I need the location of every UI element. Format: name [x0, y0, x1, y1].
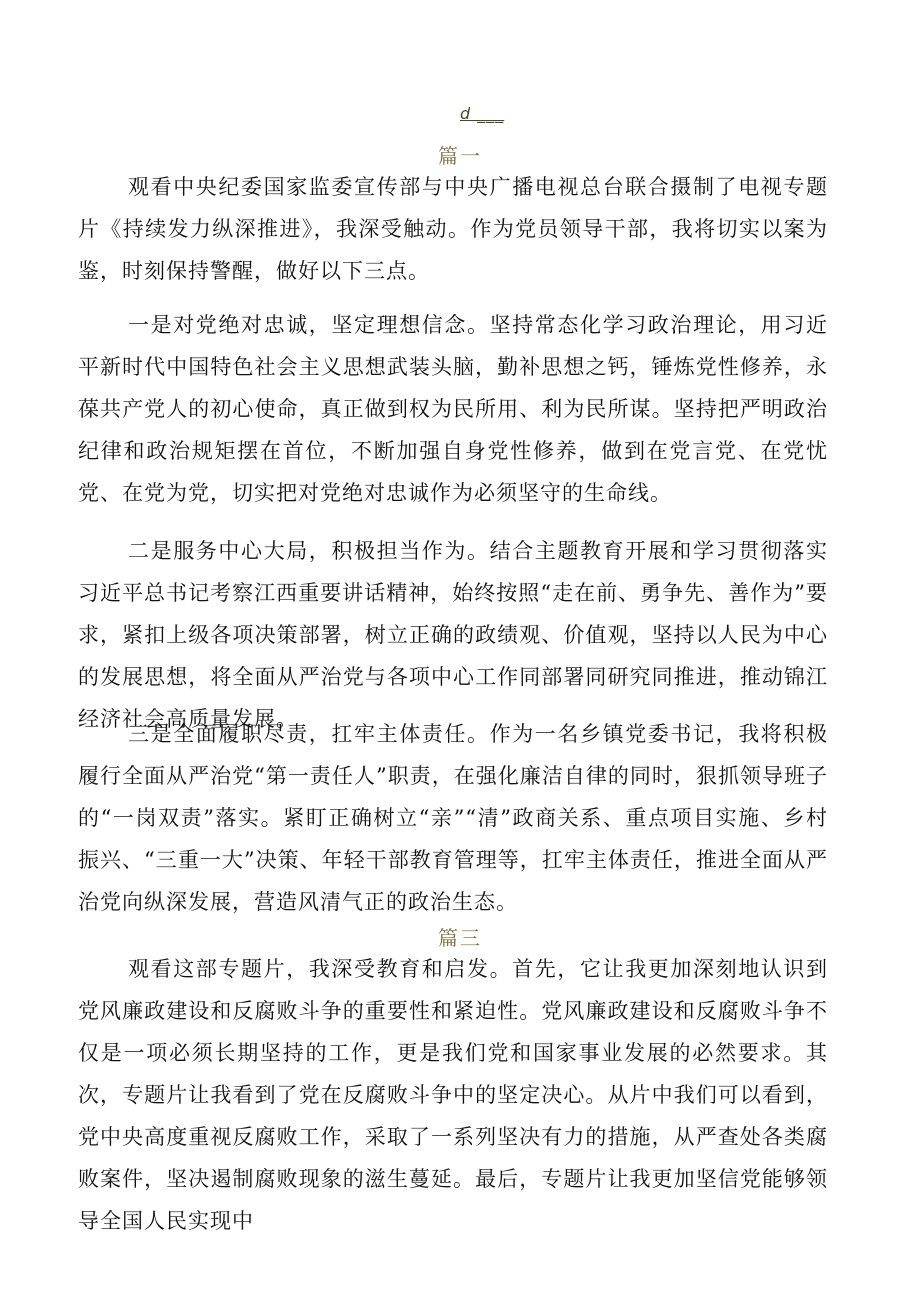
section-heading-3: 篇三: [438, 926, 482, 950]
paragraph-point-2: 二是服务中心大局，积极担当作为。结合主题教育开展和学习贯彻落实习近平总书记考察江西重要讲话精神，始终按照“走在前、勇争先、善作为”要求，紧扣上级各项决策部署，树立正确的政绩观、价值观，坚持以人民为中心的发展思想，将全面从严治党与各项中心工作同部署同研究同推进，推动锦江经济社会高质量发展。: [78, 539, 828, 731]
section-heading-1: 篇一: [438, 144, 482, 168]
page-marker: d ___: [460, 104, 505, 123]
paragraph-intro: 观看中央纪委国家监委宣传部与中央广播电视总台联合摄制了电视专题片《持续发力纵深推进》，我深受触动。作为党员领导干部，我将切实以案为鉴，时刻保持警醒，做好以下三点。: [78, 175, 828, 283]
paragraph-section3: 观看这部专题片，我深受教育和启发。首先，它让我更加深刻地认识到党风廉政建设和反腐败斗争的重要性和紧迫性。党风廉政建设和反腐败斗争不仅是一项必须长期坚持的工作，更是我们党和国家事业发展的必然要求。其次，专题片让我看到了党在反腐败斗争中的坚定决心。从片中我们可以看到，党中央高度重视反腐败工作，采取了一系列坚决有力的措施，从严查处各类腐败案件，坚决遏制腐败现象的滋生蔓延。最后，专题片让我更加坚信党能够领导全国人民实现中: [78, 957, 828, 1233]
paragraph-point-1: 一是对党绝对忠诚，坚定理想信念。坚持常态化学习政治理论，用习近平新时代中国特色社会主义思想武装头脑，勤补思想之钙，锤炼党性修养，永葆共产党人的初心使命，真正做到权为民所用、利为民所谋。坚持把严明政治纪律和政治规矩摆在首位，不断加强自身党性修养，做到在党言党、在党忧党、在党为党，切实把对党绝对忠诚作为必须坚守的生命线。: [78, 313, 828, 505]
paragraph-point-3: 三是全面履职尽责，扛牢主体责任。作为一名乡镇党委书记，我将积极履行全面从严治党“第一责任人”职责，在强化廉洁自律的同时，狠抓领导班子的“一岗双责”落实。紧盯正确树立“亲”“清”政商关系、重点项目实施、乡村振兴、“三重一大”决策、年轻干部教育管理等，扛牢主体责任，推进全面从严治党向纵深发展，营造风清气正的政治生态。: [78, 722, 828, 914]
